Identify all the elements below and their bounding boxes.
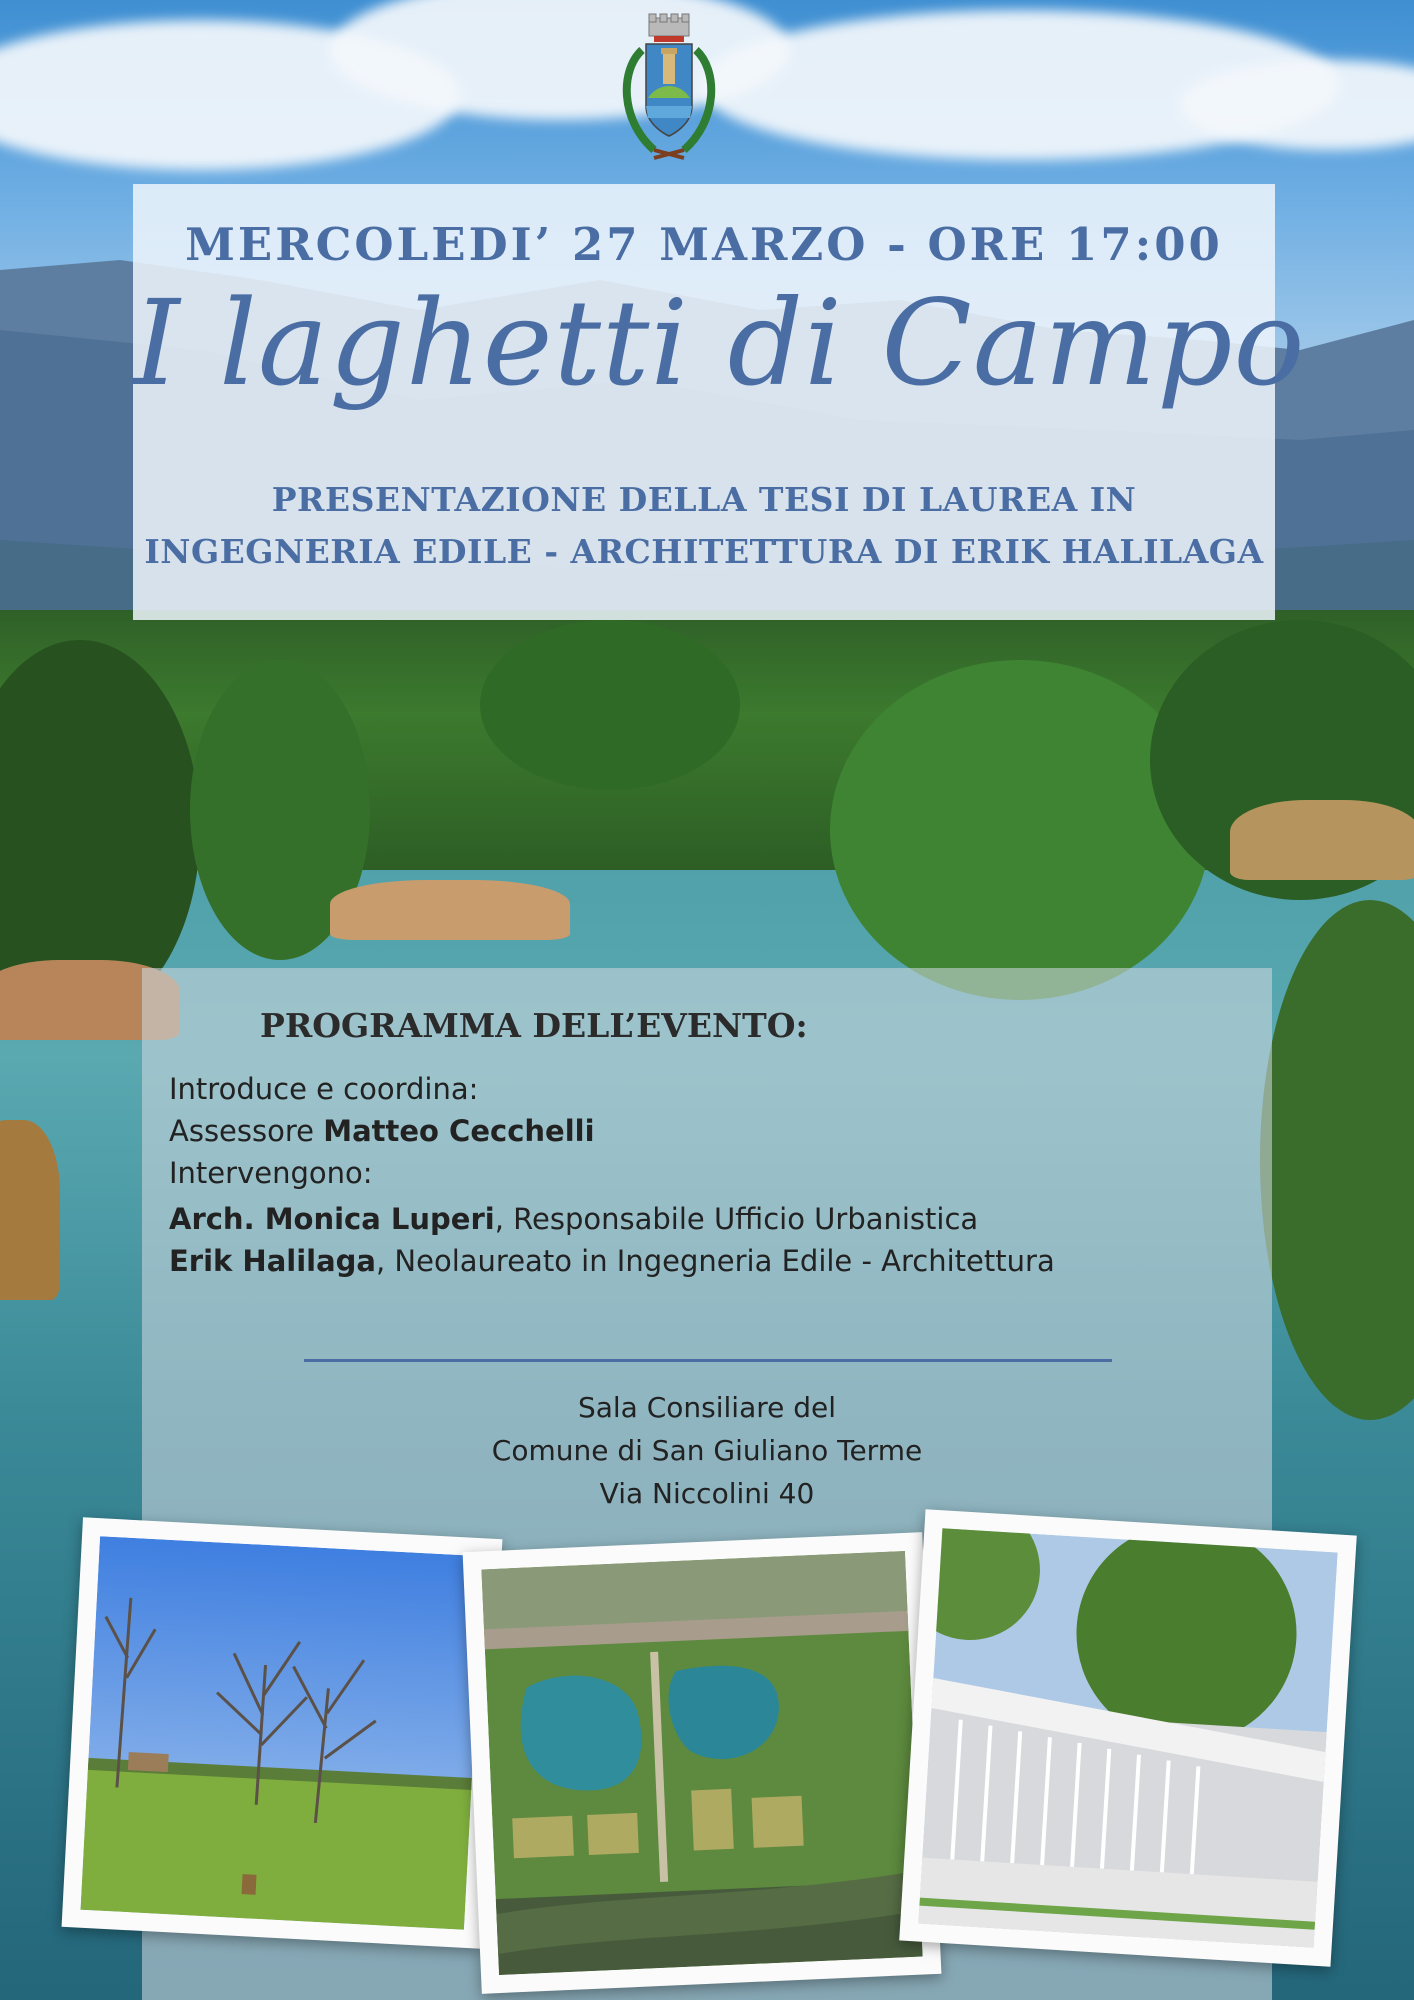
- moderator-role: Assessore: [169, 1114, 324, 1148]
- venue-line-3: Via Niccolini 40: [599, 1477, 815, 1510]
- event-title: I laghetti di Campo: [133, 274, 1306, 412]
- reeds: [0, 1120, 60, 1300]
- park-image: [80, 1536, 483, 1930]
- tree: [830, 660, 1210, 1000]
- subtitle-line-1: PRESENTAZIONE DELLA TESI DI LAUREA IN: [271, 480, 1137, 519]
- municipal-coat-of-arms-icon: [614, 10, 724, 170]
- aerial-image: [481, 1551, 922, 1975]
- venue-line-1: Sala Consiliare del: [577, 1391, 837, 1424]
- speaker-line: [169, 1240, 1259, 1282]
- reeds: [330, 880, 570, 940]
- program-details: [169, 1068, 1259, 1282]
- event-date-time: MERCOLEDI’ 27 MARZO - ORE 17:00: [185, 218, 1223, 271]
- render-image: [918, 1528, 1337, 1947]
- aerial-lakes-photo: [463, 1532, 942, 1994]
- speaker-name: Arch. Monica Luperi: [169, 1202, 495, 1236]
- venue-line-2: Comune di San Giuliano Terme: [491, 1434, 923, 1467]
- speakers-label: Intervengono:: [169, 1156, 373, 1190]
- header-panel: [133, 184, 1306, 620]
- intro-label: Introduce e coordina:: [169, 1072, 479, 1106]
- moderator-line: [169, 1110, 1259, 1152]
- building-render-photo: [899, 1509, 1357, 1967]
- venue-address: [142, 1386, 1272, 1515]
- speaker-name: Erik Halilaga: [169, 1244, 376, 1278]
- program-heading: PROGRAMMA DELL’EVENTO:: [260, 1006, 808, 1045]
- speaker-line: [169, 1198, 1259, 1240]
- speaker-role: , Responsabile Ufficio Urbanistica: [494, 1202, 979, 1236]
- reeds: [1230, 800, 1414, 880]
- subtitle-line-2: INGEGNERIA EDILE - ARCHITETTURA DI ERIK HALILAGA: [144, 532, 1264, 571]
- event-subtitle: [133, 474, 1275, 578]
- park-photo: [62, 1517, 503, 1948]
- divider-line: [304, 1359, 1112, 1362]
- tree: [480, 620, 740, 790]
- moderator-name: Matteo Cecchelli: [323, 1114, 595, 1148]
- speaker-role: , Neolaureato in Ingegneria Edile - Architettura: [376, 1244, 1055, 1278]
